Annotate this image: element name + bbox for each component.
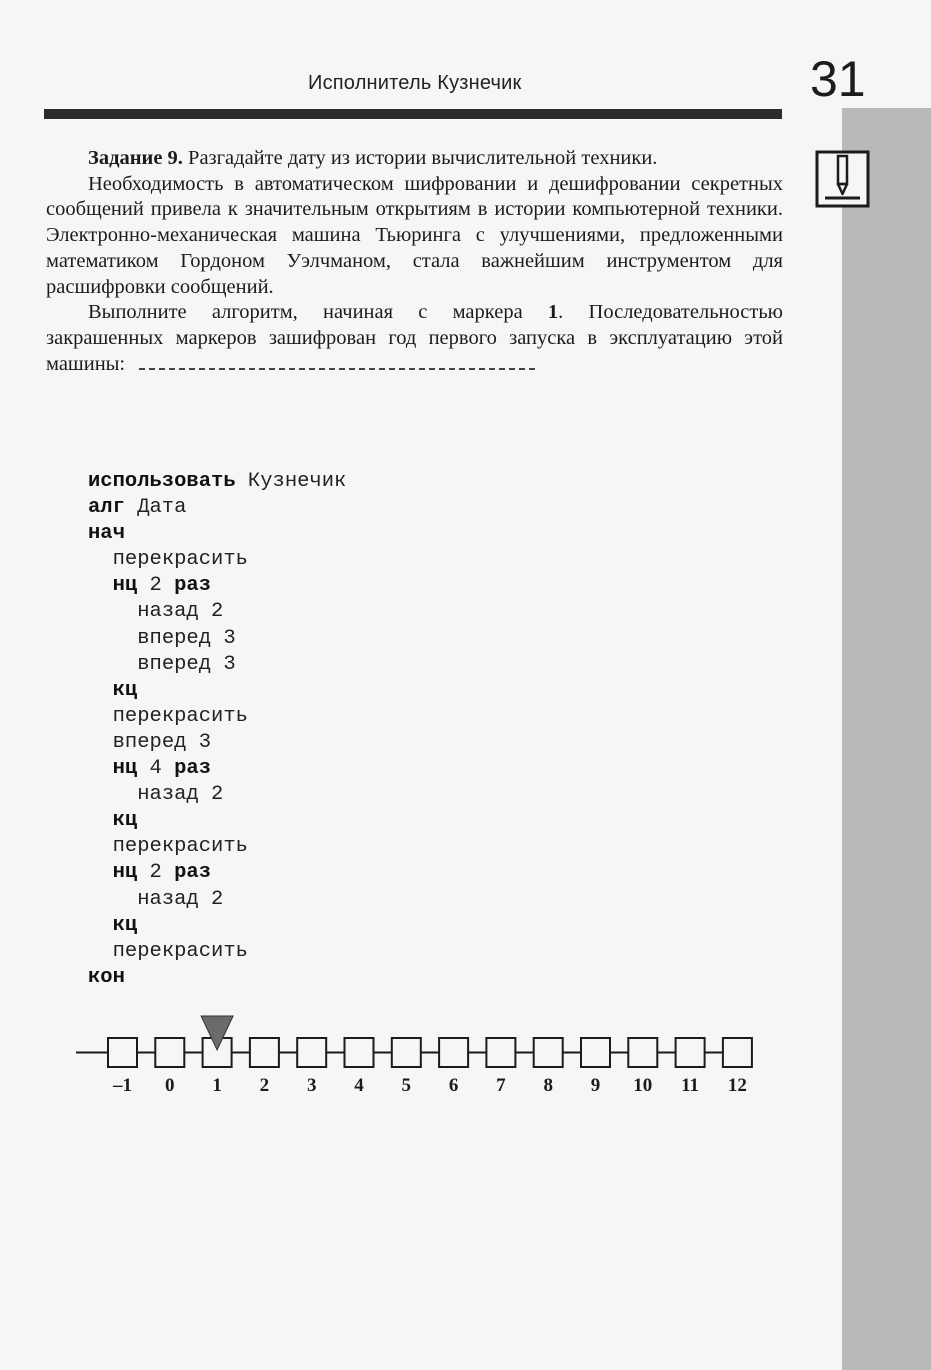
- code-line: [88, 626, 346, 652]
- code-line: [88, 808, 346, 834]
- code-text: 4: [137, 757, 175, 781]
- task-intro: [46, 146, 783, 172]
- tape-label: 2: [259, 1075, 270, 1096]
- task-label: Задание 9.: [88, 147, 183, 169]
- code-text: назад 2: [137, 783, 224, 807]
- code-line: [88, 834, 346, 860]
- tape-cell: [155, 1038, 184, 1067]
- tape-cell: [676, 1038, 705, 1067]
- running-header-title: Исполнитель Кузнечик: [308, 72, 522, 94]
- code-line: [88, 965, 346, 991]
- tape-label: 7: [496, 1075, 506, 1096]
- code-keyword: раз: [174, 574, 212, 598]
- code-text: назад 2: [137, 887, 224, 911]
- code-text: перекрасить: [112, 548, 248, 572]
- code-line: [88, 704, 346, 730]
- header-rule: [44, 109, 782, 119]
- code-line: [88, 521, 346, 547]
- code-keyword: использовать: [88, 470, 236, 493]
- code-line: [88, 599, 346, 625]
- code-line: [88, 730, 346, 756]
- code-line: [88, 469, 346, 495]
- code-line: [88, 652, 346, 678]
- answer-input-line[interactable]: [139, 368, 535, 370]
- tape-label: –1: [113, 1075, 132, 1096]
- task-text: [46, 146, 783, 377]
- code-line: [88, 495, 346, 521]
- tape-label: 1: [212, 1075, 222, 1096]
- code-text: вперед 3: [137, 652, 236, 676]
- code-keyword: раз: [174, 861, 212, 885]
- tape-cell: [581, 1038, 610, 1067]
- code-line: [88, 547, 346, 573]
- instruction-text-2: . Последовательностью закрашенных маркеров зашифрован год первого запуска в эксплуатацию этой машины:: [46, 301, 783, 375]
- task-instruction: [46, 300, 783, 377]
- code-text: 2: [137, 574, 175, 598]
- code-text: Кузнечик: [235, 470, 347, 493]
- code-keyword: раз: [174, 757, 212, 781]
- tape-label: 10: [633, 1075, 653, 1096]
- code-line: [88, 678, 346, 704]
- tape-label: 6: [448, 1075, 459, 1096]
- tape-cell: [345, 1038, 374, 1067]
- tape-cell: [297, 1038, 326, 1067]
- code-text: Дата: [124, 496, 187, 520]
- code-keyword: нц: [112, 757, 138, 781]
- code-text: 2: [137, 861, 175, 885]
- code-text: перекрасить: [112, 704, 248, 728]
- tape-cell: [439, 1038, 468, 1067]
- tape-label: 5: [401, 1075, 412, 1096]
- tape-label: 0: [165, 1075, 175, 1096]
- tape-cell: [628, 1038, 657, 1067]
- code-line: [88, 782, 346, 808]
- tape-cell: [534, 1038, 563, 1067]
- code-text: вперед 3: [112, 730, 212, 754]
- tape-cell: [392, 1038, 421, 1067]
- page-number: 31: [810, 51, 866, 107]
- code-line: [88, 913, 346, 939]
- code-line: [88, 756, 346, 782]
- side-band: [842, 108, 931, 1370]
- code-keyword: кц: [112, 809, 138, 833]
- tape-cell: [250, 1038, 279, 1067]
- code-keyword: нач: [88, 522, 125, 546]
- code-keyword: кц: [112, 678, 138, 702]
- tape-label: 4: [354, 1075, 364, 1096]
- instruction-text-1: Выполните алгоритм, начиная с маркера: [88, 301, 548, 324]
- code-keyword: нц: [112, 574, 138, 598]
- code-text: перекрасить: [112, 835, 248, 859]
- code-keyword: алг: [88, 496, 125, 520]
- code-keyword: нц: [112, 861, 138, 885]
- tape-cell: [486, 1038, 515, 1067]
- task-pencil-icon: [815, 150, 870, 208]
- code-text: назад 2: [137, 600, 224, 624]
- task-intro-text: Разгадайте дату из истории вычислительной техники.: [182, 147, 658, 169]
- tape-label: 3: [306, 1075, 317, 1096]
- number-tape: [76, 1014, 766, 1104]
- tape-label: 11: [681, 1075, 700, 1096]
- tape-cell: [723, 1038, 752, 1067]
- code-keyword: кон: [88, 965, 125, 989]
- task-paragraph: Необходимость в автоматическом шифровании и дешифровании секретных сообщений привела к значительным открытиям в истории компьютерной техники. Электронно-механическая машина Тьюринга с улучшениями, предложенными математиком Гордоном Уэлчманом, стала важнейшим инструментом для расшифровки сообщений.: [46, 172, 783, 298]
- algorithm-code: [88, 469, 346, 991]
- code-line: [88, 573, 346, 599]
- code-line: [88, 860, 346, 886]
- code-text: вперед 3: [137, 626, 236, 650]
- tape-label: 12: [727, 1075, 747, 1096]
- code-line: [88, 887, 346, 913]
- tape-cell: [108, 1038, 137, 1067]
- tape-label: 8: [543, 1075, 553, 1096]
- instruction-marker: 1: [547, 301, 559, 324]
- tape-label: 9: [590, 1075, 601, 1096]
- code-text: перекрасить: [112, 939, 248, 963]
- code-line: [88, 939, 346, 965]
- code-keyword: кц: [112, 913, 138, 937]
